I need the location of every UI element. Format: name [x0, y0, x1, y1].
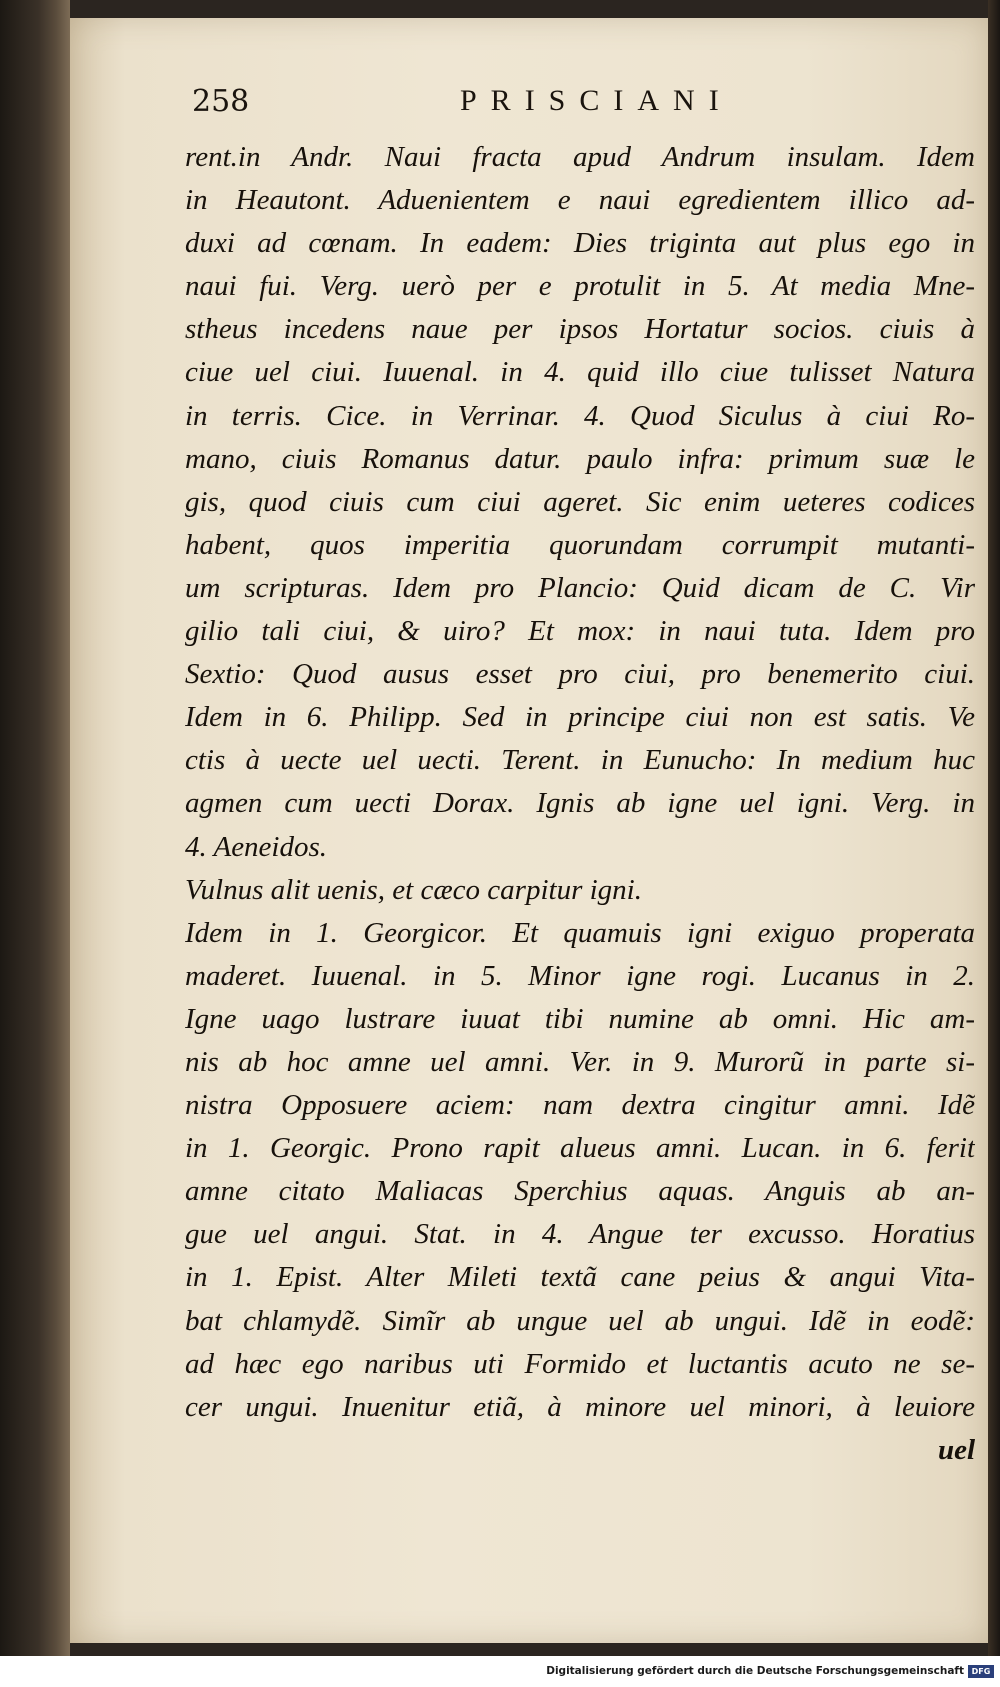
text-line: ctis à uecte uel uecti. Terent. in Eunucho: In medium huc	[185, 744, 975, 777]
text-line: Idem in 1. Georgicor. Et quamuis igni exiguo properata	[185, 916, 975, 949]
text-line: naui fui. Verg. uerò per e protulit in 5. At media Mne-	[185, 270, 975, 303]
text-line: ciue uel ciui. Iuuenal. in 4. quid illo ciue tulisset Natura	[185, 356, 975, 389]
book-spine	[0, 0, 70, 1656]
running-head: PRISCIANI	[460, 84, 733, 117]
text-line: cer ungui. Inuenitur etiã, à minore uel minori, à leuiore	[185, 1390, 975, 1423]
funding-notice: Digitalisierung gefördert durch die Deutsche Forschungsgemeinschaft	[546, 1665, 964, 1677]
text-line: in Heautont. Aduenientem e naui egredientem illico ad-	[185, 184, 975, 217]
text-line: Igne uago lustrare iuuat tibi numine ab omni. Hic am-	[185, 1002, 975, 1035]
text-line: rent.in Andr. Naui fracta apud Andrum insulam. Idem	[185, 141, 975, 173]
digitization-footer	[0, 1656, 1000, 1687]
text-line: duxi ad cœnam. In eadem: Dies triginta aut plus ego in	[185, 227, 975, 260]
page-header	[192, 84, 812, 124]
text-line: Sextio: Quod ausus esset pro ciui, pro benemerito ciui.	[185, 658, 975, 691]
catchword: uel	[937, 1433, 975, 1466]
text-line: bat chlamydẽ. Simĩr ab ungue uel ab ungui. Idẽ in eodẽ:	[185, 1304, 975, 1337]
text-line: nistra Opposuere aciem: nam dextra cingitur amni. Idẽ	[185, 1089, 975, 1122]
text-line: 4. Aeneidos.	[185, 830, 328, 863]
text-line: in terris. Cice. in Verrinar. 4. Quod Siculus à ciui Ro-	[185, 399, 975, 432]
text-line: agmen cum uecti Dorax. Ignis ab igne uel igni. Verg. in	[185, 787, 975, 820]
text-line: habent, quos imperitia quorundam corrumpit mutanti-	[185, 528, 975, 561]
dfg-logo: DFG	[968, 1665, 994, 1678]
text-line: amne citato Maliacas Sperchius aquas. Anguis ab an-	[185, 1175, 975, 1208]
text-line: um scripturas. Idem pro Plancio: Quid dicam de C. Vir	[185, 571, 975, 604]
text-line: gue uel angui. Stat. in 4. Angue ter excusso. Horatius	[185, 1218, 975, 1251]
text-line: maderet. Iuuenal. in 5. Minor igne rogi. Lucanus in 2.	[185, 959, 975, 992]
text-line: gilio tali ciui, & uiro? Et mox: in naui tuta. Idem pro	[185, 615, 975, 648]
text-block	[185, 136, 975, 1472]
folio-number: 258	[192, 84, 250, 119]
text-line: gis, quod ciuis cum ciui ageret. Sic enim ueteres codices	[185, 485, 975, 518]
text-line: nis ab hoc amne uel amni. Ver. in 9. Murorũ in parte si-	[185, 1045, 975, 1078]
text-line: in 1. Georgic. Prono rapit alueus amni. Lucan. in 6. ferit	[185, 1132, 975, 1165]
text-line: in 1. Epist. Alter Mileti textã cane peius & angui Vita-	[185, 1261, 975, 1294]
text-line: Idem in 6. Philipp. Sed in principe ciui non est satis. Ve	[185, 701, 975, 734]
text-line: mano, ciuis Romanus datur. paulo infra: primum suæ le	[185, 442, 975, 475]
text-line: ad hæc ego naribus uti Formido et luctantis acuto ne se-	[185, 1347, 975, 1380]
text-line: stheus incedens naue per ipsos Hortatur socios. ciuis à	[185, 313, 975, 346]
verse-line: Vulnus alit uenis, et cæco carpitur igni.	[185, 873, 642, 906]
page-edge	[988, 0, 1000, 1656]
